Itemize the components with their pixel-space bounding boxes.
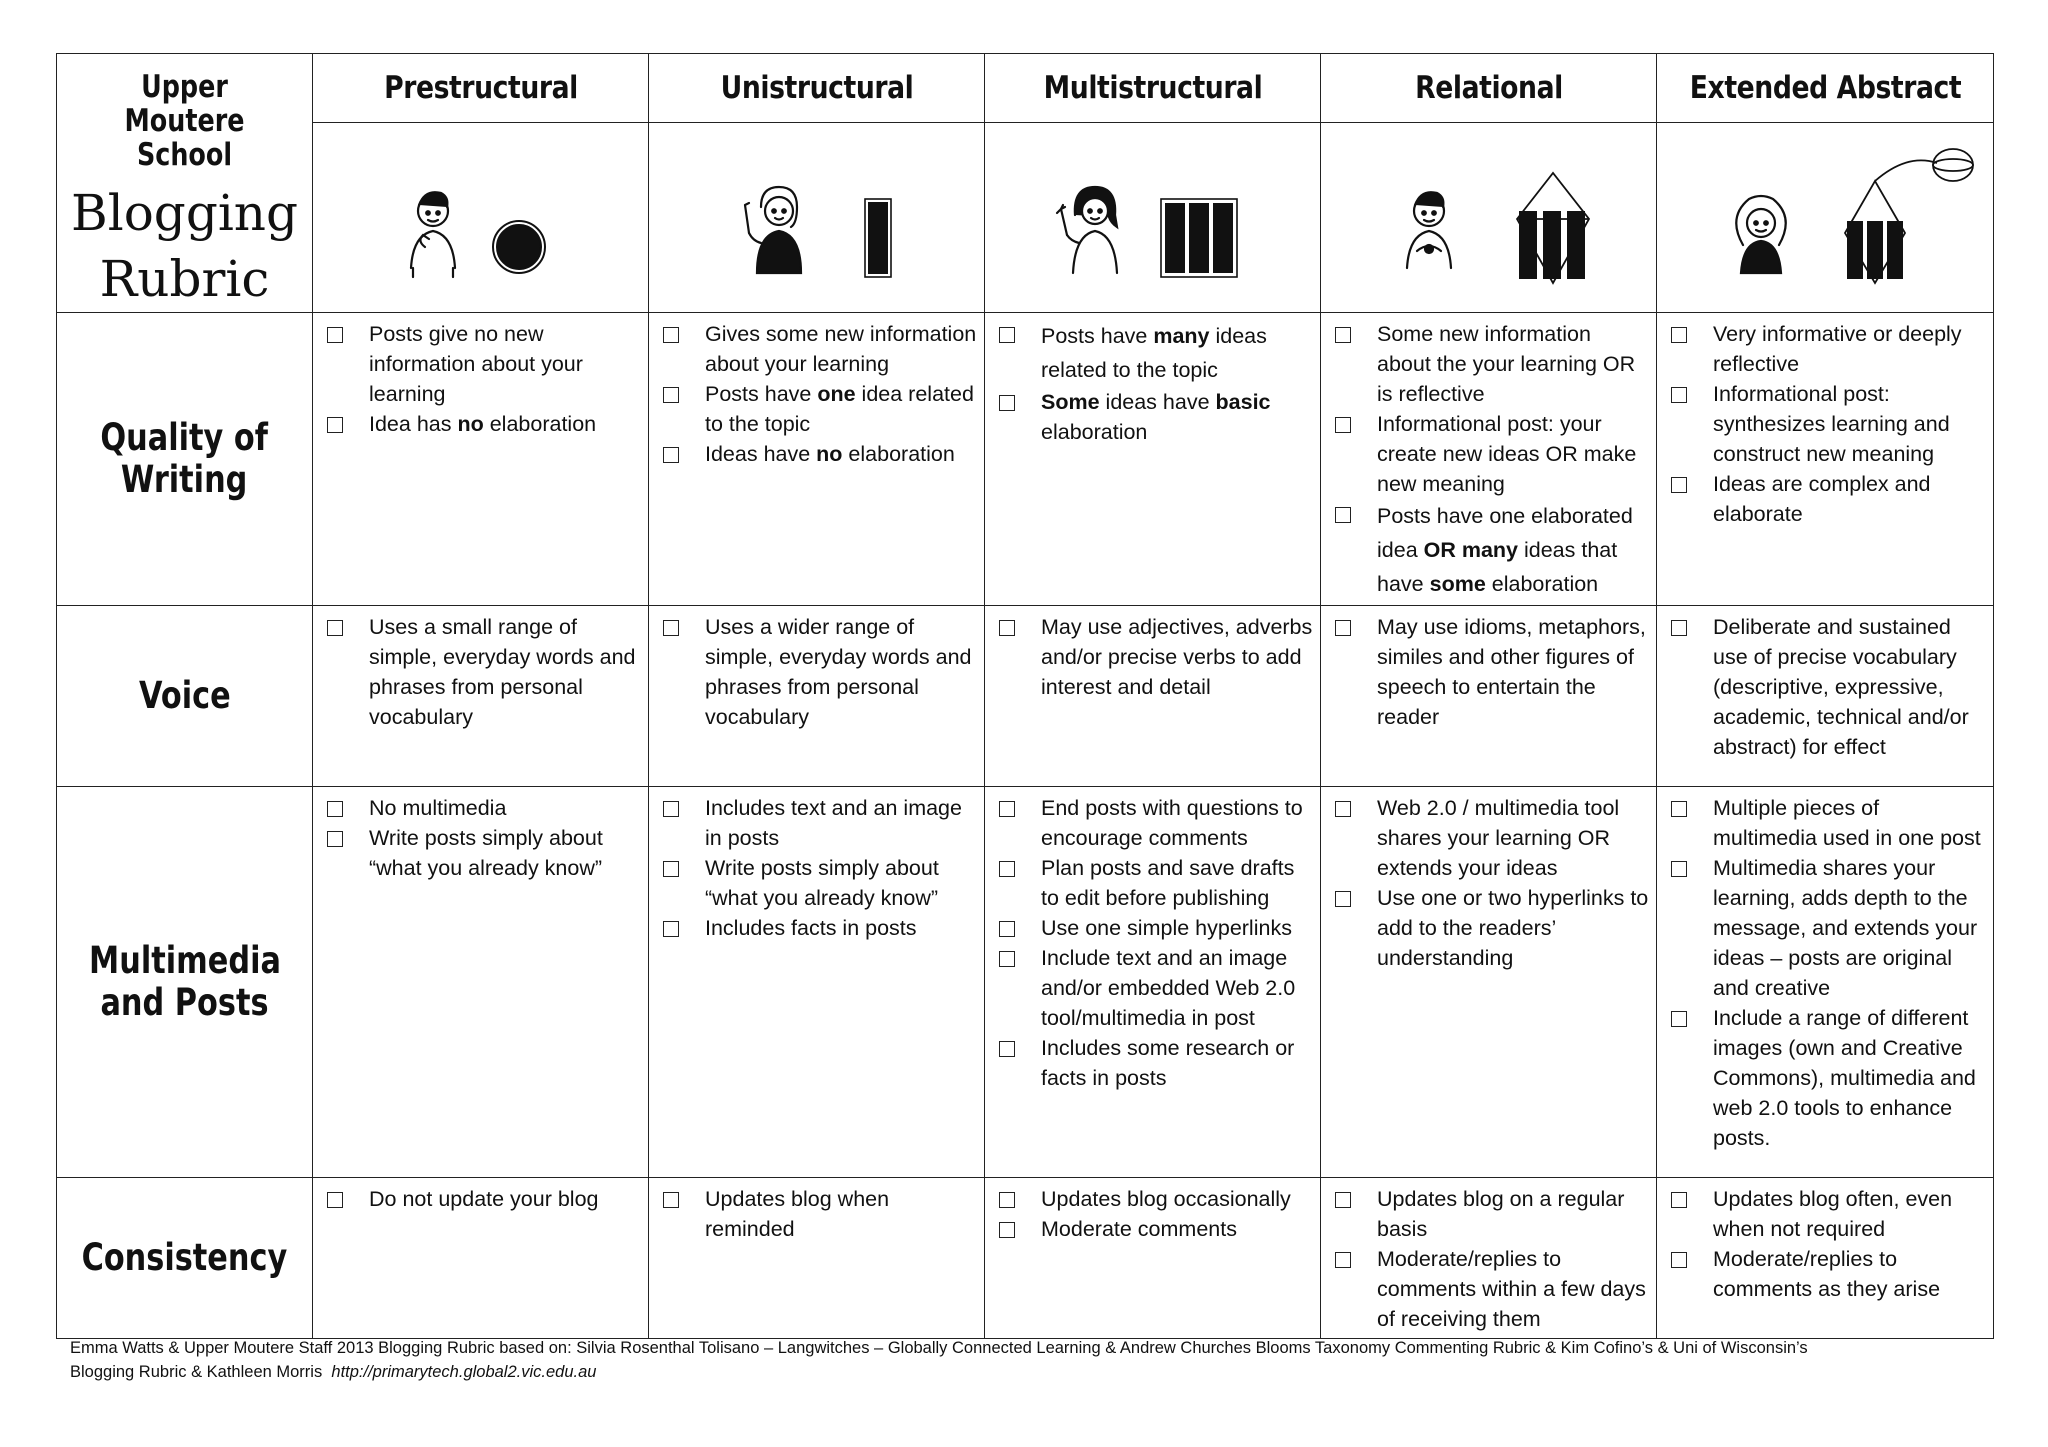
footer-credits [70, 1336, 2000, 1384]
criterion-text: Use one simple hyperlinks [1041, 916, 1292, 940]
criterion-text: Updates blog when reminded [705, 1187, 890, 1241]
criterion-text: Posts have [1041, 324, 1154, 348]
criterion-item [663, 379, 978, 439]
criterion-text: Include text and an image and/or embedded Web 2.0 tool/multimedia in post [1041, 946, 1296, 1030]
criterion-text: OR many [1423, 538, 1519, 562]
level-header-relational: Relational [1344, 54, 1633, 123]
checkbox-icon[interactable] [1335, 801, 1351, 817]
criterion-text: May use idioms, metaphors, similes and other figures of speech to entertain the reader [1377, 615, 1646, 729]
criterion-text: idea related to the topic [705, 382, 974, 436]
criterion-text: Include a range of different images (own and Creative Commons), multimedia and web 2.0 tools to enhance posts. [1713, 1006, 1976, 1150]
criterion-text: Moderate/replies to comments as they arise [1713, 1247, 1941, 1301]
criterion-item [999, 1214, 1314, 1244]
criterion-text: Plan posts and save drafts to edit before publishing [1041, 856, 1295, 910]
criterion-text: Ideas have [705, 442, 817, 466]
criterion-text: no [457, 412, 484, 436]
row-multimedia-and-posts [57, 787, 1994, 1178]
criterion-text: Use one or two hyperlinks to add to the readers’ understanding [1377, 886, 1649, 970]
unistructural-figure-icon [649, 123, 985, 308]
criteria-list [649, 313, 984, 473]
checkbox-icon[interactable] [999, 327, 1015, 343]
extended-abstract-figure-icon [1657, 123, 1994, 308]
checkbox-icon[interactable] [1671, 387, 1687, 403]
criterion-text: Updates blog occasionally [1041, 1187, 1291, 1211]
cell [1657, 787, 1994, 1178]
cell [1657, 606, 1994, 787]
criteria-list [313, 313, 648, 443]
criterion-text: Multimedia shares your learning, adds depth to the message, and extends your ideas – posts are original and creative [1713, 856, 1978, 1000]
cell [649, 787, 985, 1178]
criterion-item [327, 319, 642, 409]
criteria-list [1321, 313, 1656, 605]
checkbox-icon[interactable] [1335, 327, 1351, 343]
cell [985, 1178, 1321, 1339]
checkbox-icon[interactable] [663, 801, 679, 817]
footer-url[interactable]: http://primarytech.global2.vic.edu.au [331, 1363, 597, 1381]
criterion-item [327, 1184, 642, 1214]
criterion-text: Uses a wider range of simple, everyday words and phrases from personal vocabulary [705, 615, 972, 729]
criterion-item [663, 793, 978, 853]
cell [313, 606, 649, 787]
criterion-text: Moderate comments [1041, 1217, 1237, 1241]
checkbox-icon[interactable] [1671, 861, 1687, 877]
criterion-item [663, 913, 978, 943]
criterion-item [663, 319, 978, 379]
row-consistency [57, 1178, 1994, 1339]
criterion-item [999, 1033, 1314, 1093]
extended-abstract-illustration [1657, 122, 1994, 312]
criteria-list [1321, 1178, 1656, 1338]
checkbox-icon[interactable] [1671, 1011, 1687, 1027]
criterion-item [999, 1184, 1314, 1214]
criterion-item [999, 853, 1314, 913]
prestructural-figure-icon [313, 123, 649, 308]
criterion-text: basic [1215, 390, 1271, 414]
criterion-text: elaboration [1485, 572, 1599, 596]
criterion-text: Updates blog often, even when not required [1713, 1187, 1953, 1241]
criterion-text: elaboration [1041, 420, 1148, 444]
checkbox-icon[interactable] [1335, 1192, 1351, 1208]
checkbox-icon[interactable] [1671, 1252, 1687, 1268]
criterion-text: Informational post: your create new ideas OR make new meaning [1377, 412, 1637, 496]
checkbox-icon[interactable] [999, 951, 1015, 967]
illustration-row [57, 122, 1994, 312]
criterion-item [999, 319, 1314, 387]
criteria-list [313, 1178, 648, 1218]
criterion-item [999, 913, 1314, 943]
row-voice [57, 606, 1994, 787]
criterion-text: Some new information about the your learning OR is reflective [1377, 322, 1636, 406]
unistructural-illustration [649, 122, 985, 312]
criterion-item [1671, 612, 1987, 762]
criterion-item [999, 387, 1314, 447]
criterion-item [663, 612, 978, 732]
cell [985, 787, 1321, 1178]
checkbox-icon[interactable] [999, 861, 1015, 877]
criterion-text: Write posts simply about “what you already know” [705, 856, 939, 910]
cell [1321, 1178, 1657, 1339]
rubric-title: Blogging Rubric [70, 184, 299, 308]
criterion-item [1671, 793, 1987, 853]
criterion-item [327, 612, 642, 732]
row-label-consistency: Consistency [57, 1178, 313, 1339]
criterion-item [1335, 319, 1650, 409]
criterion-item [1335, 612, 1650, 732]
criterion-text: Some [1041, 390, 1100, 414]
criterion-text: Do not update your blog [369, 1187, 599, 1211]
checkbox-icon[interactable] [1671, 477, 1687, 493]
checkbox-icon[interactable] [1671, 620, 1687, 636]
criteria-list [649, 787, 984, 947]
criterion-item [999, 793, 1314, 853]
criterion-text: Multiple pieces of multimedia used in one post [1713, 796, 1981, 850]
criterion-text: many [1153, 324, 1210, 348]
checkbox-icon[interactable] [327, 417, 343, 433]
cell [1321, 606, 1657, 787]
checkbox-icon[interactable] [999, 921, 1015, 937]
criteria-list [1657, 787, 1993, 1157]
criterion-item [999, 943, 1314, 1033]
checkbox-icon[interactable] [1335, 891, 1351, 907]
criteria-list [985, 606, 1320, 706]
criterion-text: Updates blog on a regular basis [1377, 1187, 1625, 1241]
checkbox-icon[interactable] [327, 1192, 343, 1208]
criterion-item [999, 612, 1314, 702]
checkbox-icon[interactable] [327, 801, 343, 817]
cell [985, 606, 1321, 787]
level-header-extended-abstract: Extended Abstract [1680, 54, 1970, 123]
footer-line-1: Emma Watts & Upper Moutere Staff 2013 Blogging Rubric based on: Silvia Rosenthal Tolisano – Langwitches – Globally Connected Learning & Andrew Churches Blooms Taxonomy Commenting Rubric & Kim Cofino’s & Uni of Wisconsin’s [70, 1339, 1808, 1357]
criteria-list [985, 1178, 1320, 1248]
cell [313, 1178, 649, 1339]
criterion-text: Very informative or deeply reflective [1713, 322, 1962, 376]
row-label-quality-of-writing: Quality of Writing [57, 313, 313, 606]
criterion-text: elaboration [842, 442, 955, 466]
criterion-text: May use adjectives, adverbs and/or precise verbs to add interest and detail [1041, 615, 1313, 699]
criteria-list [1321, 606, 1656, 736]
criterion-text: Posts have [705, 382, 818, 406]
criterion-text: Uses a small range of simple, everyday words and phrases from personal vocabulary [369, 615, 636, 729]
criterion-text: No multimedia [369, 796, 507, 820]
criterion-text: Includes text and an image in posts [705, 796, 962, 850]
cell [1321, 787, 1657, 1178]
criterion-item [1335, 883, 1650, 973]
criteria-list [313, 606, 648, 736]
criterion-text: Posts have one elaborated idea [1377, 504, 1633, 562]
criterion-text: elaboration [483, 412, 597, 436]
criterion-text: Web 2.0 / multimedia tool shares your learning OR extends your ideas [1377, 796, 1620, 880]
prestructural-illustration [313, 122, 649, 312]
checkbox-icon[interactable] [1335, 1252, 1351, 1268]
criterion-item [1671, 1244, 1987, 1304]
criterion-item [1671, 319, 1987, 379]
row-label-voice: Voice [57, 606, 313, 787]
criterion-text: Deliberate and sustained use of precise vocabulary (descriptive, expressive, academic, technical and/or abstract) for effect [1713, 615, 1969, 759]
criterion-text: Idea has [369, 412, 458, 436]
criterion-text: one [817, 382, 856, 406]
criterion-text: Ideas are complex and elaborate [1713, 472, 1931, 526]
criteria-list [649, 606, 984, 736]
checkbox-icon[interactable] [999, 395, 1015, 411]
checkbox-icon[interactable] [1335, 620, 1351, 636]
criterion-text: Posts give no new information about your learning [369, 322, 583, 406]
criteria-list [985, 313, 1320, 451]
criterion-item [1671, 1003, 1987, 1153]
rubric-title-cell [57, 54, 313, 313]
criteria-list [649, 1178, 984, 1248]
criterion-item [1335, 1244, 1650, 1334]
checkbox-icon[interactable] [1671, 801, 1687, 817]
checkbox-icon[interactable] [999, 1192, 1015, 1208]
criterion-item [327, 823, 642, 883]
checkbox-icon[interactable] [663, 327, 679, 343]
criterion-text: Write posts simply about “what you already know” [369, 826, 603, 880]
criterion-item [663, 439, 978, 469]
criteria-list [1321, 787, 1656, 977]
criterion-item [663, 1184, 978, 1244]
checkbox-icon[interactable] [1671, 327, 1687, 343]
row-label-multimedia-and-posts: Multimedia and Posts [57, 787, 313, 1178]
criterion-item [1335, 409, 1650, 499]
criteria-list [313, 787, 648, 887]
footer-line-2: Blogging Rubric & Kathleen Morris http://primarytech.global2.vic.edu.au [70, 1363, 597, 1381]
criterion-text: Moderate/replies to comments within a few days of receiving them [1377, 1247, 1646, 1331]
criterion-item [1671, 469, 1987, 529]
cell [313, 313, 649, 606]
rubric-sheet [56, 53, 1993, 1339]
level-header-multistructural: Multistructural [1008, 54, 1297, 123]
multistructural-illustration [985, 122, 1321, 312]
level-header-unistructural: Unistructural [672, 54, 961, 123]
criterion-text: ideas related to the topic [1041, 324, 1267, 382]
criterion-item [1671, 1184, 1987, 1244]
criterion-item [327, 793, 642, 823]
cell [649, 313, 985, 606]
criterion-item [1335, 499, 1650, 601]
checkbox-icon[interactable] [1335, 417, 1351, 433]
checkbox-icon[interactable] [1671, 1192, 1687, 1208]
cell [1657, 1178, 1994, 1339]
criterion-text: ideas have [1099, 390, 1216, 414]
cell [313, 787, 649, 1178]
checkbox-icon[interactable] [663, 387, 679, 403]
criteria-list [1657, 313, 1993, 533]
criterion-item [1671, 379, 1987, 469]
checkbox-icon[interactable] [999, 801, 1015, 817]
school-name: Upper Moutere School [124, 69, 245, 173]
criterion-text: ideas that have [1377, 538, 1618, 596]
criterion-text: some [1429, 572, 1486, 596]
criterion-text: no [816, 442, 843, 466]
checkbox-icon[interactable] [663, 921, 679, 937]
criterion-item [1671, 853, 1987, 1003]
relational-illustration [1321, 122, 1657, 312]
row-quality-of-writing [57, 313, 1994, 606]
header-row [57, 54, 1994, 123]
checkbox-icon[interactable] [663, 1192, 679, 1208]
multistructural-figure-icon [985, 123, 1321, 308]
criterion-item [327, 409, 642, 439]
checkbox-icon[interactable] [999, 1222, 1015, 1238]
criterion-text: Informational post: synthesizes learning and construct new meaning [1713, 382, 1950, 466]
checkbox-icon[interactable] [327, 831, 343, 847]
criterion-text: End posts with questions to encourage comments [1041, 796, 1303, 850]
checkbox-icon[interactable] [1335, 507, 1351, 523]
criterion-item [1335, 1184, 1650, 1244]
criterion-item [1335, 793, 1650, 883]
criteria-list [985, 787, 1320, 1097]
checkbox-icon[interactable] [663, 620, 679, 636]
cell [1321, 313, 1657, 606]
checkbox-icon[interactable] [999, 1041, 1015, 1057]
rubric-table [56, 53, 1994, 1339]
criteria-list [1657, 1178, 1993, 1308]
checkbox-icon[interactable] [999, 620, 1015, 636]
relational-figure-icon [1321, 123, 1657, 308]
checkbox-icon[interactable] [327, 327, 343, 343]
cell [1657, 313, 1994, 606]
criterion-text: Includes some research or facts in posts [1041, 1036, 1295, 1090]
criteria-list [1657, 606, 1993, 766]
level-header-prestructural: Prestructural [336, 54, 625, 123]
criterion-text: Gives some new information about your learning [705, 322, 977, 376]
cell [985, 313, 1321, 606]
criterion-item [663, 853, 978, 913]
checkbox-icon[interactable] [327, 620, 343, 636]
cell [649, 1178, 985, 1339]
cell [649, 606, 985, 787]
checkbox-icon[interactable] [663, 447, 679, 463]
checkbox-icon[interactable] [663, 861, 679, 877]
criterion-text: Includes facts in posts [705, 916, 917, 940]
